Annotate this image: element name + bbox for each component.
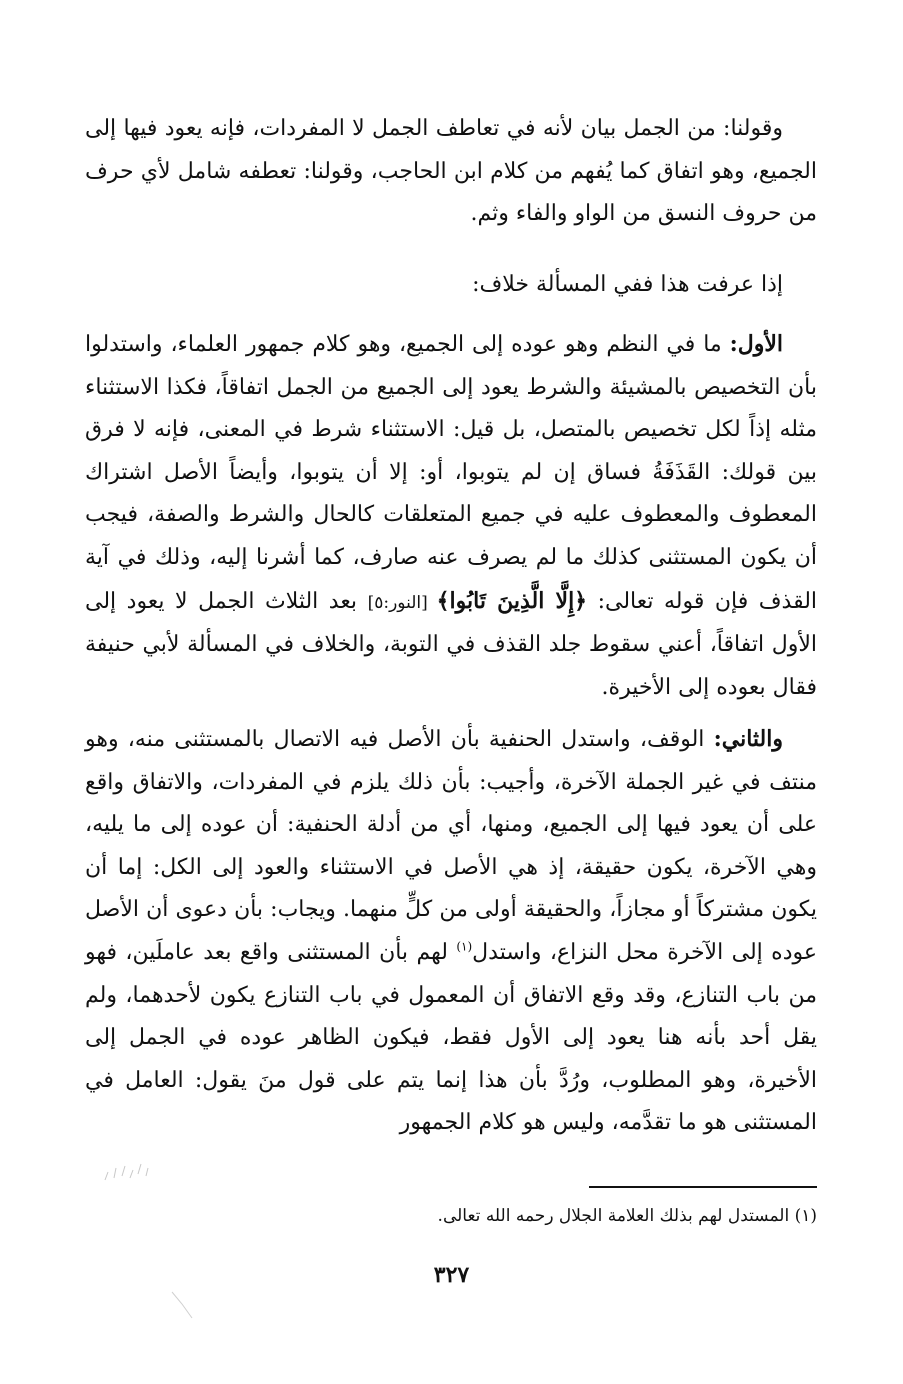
footnote-separator [589, 1186, 817, 1188]
paragraph-1-text: وقولنا: من الجمل بيان لأنه في تعاطف الجمل لا المفردات، فإنه يعود فيها إلى الجميع، وهو اتفاق كما يُفهم من كلام ابن الحاجب، وقولنا: تعطفه شامل لأي حرف من حروف النسق من الواو والفاء وثم. [85, 116, 817, 227]
paragraph-2-text: إذا عرفت هذا ففي المسألة خلاف: [472, 272, 783, 297]
quran-verse: ﴿إِلَّا الَّذِينَ تَابُوا﴾ [436, 587, 588, 614]
page-number: ٣٢٧ [433, 1262, 470, 1288]
verse-reference: [النور:٥] [367, 592, 437, 613]
paragraph-3 [85, 323, 817, 709]
paragraph-4-text-b: لهم بأن المستثنى واقع بعد عاملَين، فهو من باب التنازع، وقد وقع الاتفاق أن المعمول في باب التنازع يكون لأحدهما، ولم يقل أحد بأنه هنا يعود إلى الأول فقط، فيكون الظاهر عوده في الجمل إلى الأخيرة، وهو المطلوب، ورُدَّ بأن هذا إنما يتم على قول منَ يقول: العامل في المستثنى هو ما تقدَّمه، وليس هو كلام الجمهور [85, 939, 817, 1136]
paragraph-3-text-b: بعد الثلاث الجمل لا يعود إلى الأول اتفاقاً، أعني سقوط جلد القذف في التوبة، والخلاف في المسألة لأبي حنيفة فقال بعوده إلى الأخيرة. [85, 588, 817, 700]
paragraph-4 [85, 718, 817, 1145]
paragraph-3-lead: الأول: [729, 331, 783, 357]
paragraph-4-body [85, 718, 817, 1145]
paragraph-2 [85, 264, 817, 307]
paragraph-3-body [85, 323, 817, 709]
paragraph-1 [85, 108, 817, 236]
footnote: (١) المستدل لهم بذلك العلامة الجلال رحمه الله تعالى. [437, 1206, 817, 1226]
footnote-reference: (١) [456, 939, 473, 954]
paragraph-3-text-a: ما في النظم وهو عوده إلى الجميع، وهو كلام جمهور العلماء، واستدلوا بأن التخصيص بالمشيئة والشرط يعود إلى الجميع من الجمل اتفاقاً، فكذا الاستثناء مثله إذاً لكل تخصيص بالمتصل، بل قيل: الاستثناء شرط في المعنى، فإنه لا فرق بين قولك: القَذَفَةُ فساق إن لم يتوبوا، أو: إلا أن يتوبوا، وأيضاً الأصل اشتراك المعطوف والمعطوف عليه في جميع المتعلقات كالحال والشرط والصفة، فيجب أن يكون المستثنى كذلك ما لم يصرف عنه صارف، كما أشرنا إليه، وذلك في آية القذف فإن قوله تعالى: [85, 332, 818, 614]
scan-smudge-icon [100, 1158, 160, 1188]
paragraph-4-lead: والثاني: [713, 726, 783, 752]
paragraph-4-text-a: الوقف، واستدل الحنفية بأن الأصل فيه الاتصال بالمستثنى منه، وهو منتف في غير الجملة الآخرة، وأجيب: بأن ذلك يلزم في المفردات، والاتفاق واقع على أن يعود فيها إلى الجميع، ومنها، أي من أدلة الحنفية: أن عوده إلى ما يليه، وهي الآخرة، يكون حقيقة، إذ هي الأصل في الاستثناء والعود إلى الكل: إما أن يكون مشتركاً أو مجازاً، والحقيقة أولى من كلٍّ منهما. ويجاب: بأن دعوى أن الأصل عوده إلى الآخرة محل النزاع، واستدل [85, 727, 817, 965]
scan-scratch-icon [168, 1288, 198, 1322]
